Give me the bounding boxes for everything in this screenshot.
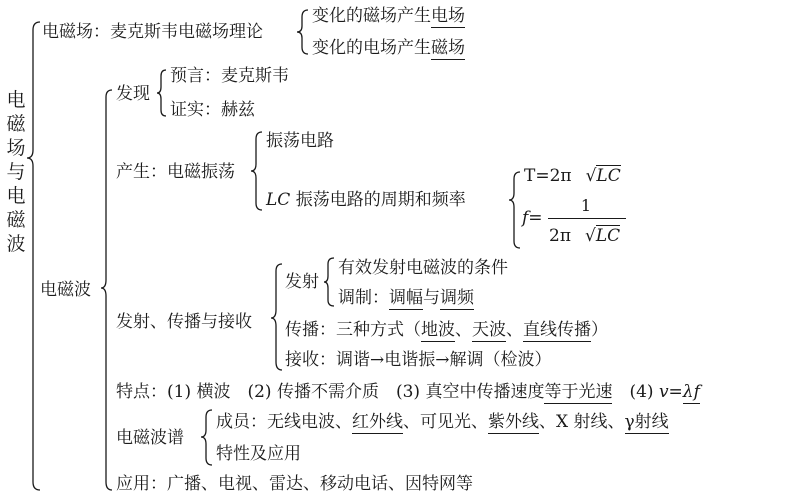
spectrum-usage: 特性及应用 — [216, 444, 301, 464]
generation-label: 产生：电磁振荡 — [116, 162, 235, 182]
lc-text: 振荡电路的周期和频率 — [290, 190, 466, 210]
features-f4-eq: = — [668, 382, 683, 402]
prop-prefix: 传播：三种方式（ — [285, 320, 421, 340]
members-ir: 红外线 — [352, 412, 403, 432]
lc-symbol: LC — [266, 190, 291, 210]
root-brace — [27, 22, 40, 490]
field-item-2-text: 变化的电场产生 — [312, 38, 431, 58]
generation-brace — [251, 132, 262, 210]
prop-ground: 地波 — [421, 320, 455, 340]
features-row — [116, 382, 700, 402]
discovery-brace — [157, 70, 166, 116]
prop-sep1: 、 — [455, 320, 472, 340]
apps-row: 应用：广播、电视、雷达、移动电话、因特网等 — [116, 474, 473, 494]
freq-lhs — [522, 208, 543, 228]
emit-label: 发射 — [285, 272, 319, 292]
period-formula — [524, 166, 621, 186]
prop-sky: 天波 — [472, 320, 506, 340]
transmit-brace — [271, 264, 282, 370]
mod-am: 调幅 — [389, 288, 423, 308]
prop-sep2: 、 — [506, 320, 523, 340]
members-mid: 、可见光、 — [403, 412, 488, 432]
emit-brace — [324, 258, 334, 306]
freq-f: f — [522, 208, 529, 228]
members-mid2: 、X 射线、 — [539, 412, 625, 432]
mod-prefix: 调制： — [338, 288, 389, 308]
field-theory: 麦克斯韦电磁场理论 — [110, 22, 263, 42]
freq-den-rad: LC — [595, 226, 621, 246]
discovery-confirm: 证实：赫兹 — [170, 100, 255, 120]
wave-brace — [101, 90, 112, 490]
emit-modulation — [338, 288, 474, 308]
emit-condition: 有效发射电磁波的条件 — [338, 258, 508, 278]
freq-denominator — [549, 226, 620, 246]
freq-fraction-line — [548, 218, 626, 219]
prop-suffix: ） — [591, 320, 608, 340]
field-sep: ： — [93, 22, 110, 42]
features-prefix: 特点：(1) 横波 (2) 传播不需介质 (3) 真空中传播速度 — [116, 382, 545, 402]
features-f4-prefix: (4) — [612, 382, 659, 402]
field-label: 电磁场 — [42, 22, 93, 42]
period-rad: LC — [596, 166, 621, 186]
discovery-predict: 预言：麦克斯韦 — [170, 66, 289, 86]
freq-den-a: 2π — [549, 226, 571, 246]
spectrum-label: 电磁波谱 — [116, 428, 184, 448]
members-uv: 紫外线 — [488, 412, 539, 432]
field-item-2 — [312, 38, 465, 58]
field-item-2-underlined: 磁场 — [431, 38, 465, 58]
freq-eq: = — [528, 208, 543, 228]
field-item-1-underlined: 电场 — [431, 6, 465, 26]
field-item-1 — [312, 6, 465, 26]
generation-circuit: 振荡电路 — [266, 131, 334, 151]
features-f4-u: λf — [682, 382, 700, 402]
features-speed: 等于光速 — [544, 382, 613, 402]
receive-row: 接收：调谐→电谐振→解调（检波） — [285, 350, 552, 370]
members-gamma: γ射线 — [624, 412, 669, 432]
field-brace — [297, 10, 308, 54]
freq-sqrt-sign: √ — [585, 226, 596, 246]
field-item-1-text: 变化的磁场产生 — [312, 6, 431, 26]
discovery-label: 发现 — [116, 84, 150, 104]
sqrt-sign: √ — [585, 166, 597, 186]
propagate-row — [285, 320, 608, 340]
field-row — [42, 22, 263, 42]
root-title: 电磁场与电磁波 — [6, 89, 26, 255]
mod-fm: 调频 — [440, 288, 474, 308]
wave-label: 电磁波 — [40, 280, 91, 300]
prop-line: 直线传播 — [523, 320, 591, 340]
members-prefix: 成员：无线电波、 — [216, 412, 352, 432]
spectrum-brace — [201, 410, 212, 465]
generation-lc-row — [266, 190, 466, 210]
mod-and: 与 — [423, 288, 440, 308]
lc-brace — [509, 172, 520, 248]
freq-numerator: 1 — [580, 196, 592, 215]
features-f4-v: v — [658, 382, 669, 402]
spectrum-members — [216, 412, 669, 432]
period-lhs: T=2π — [524, 166, 572, 186]
transmit-label: 发射、传播与接收 — [116, 312, 252, 332]
